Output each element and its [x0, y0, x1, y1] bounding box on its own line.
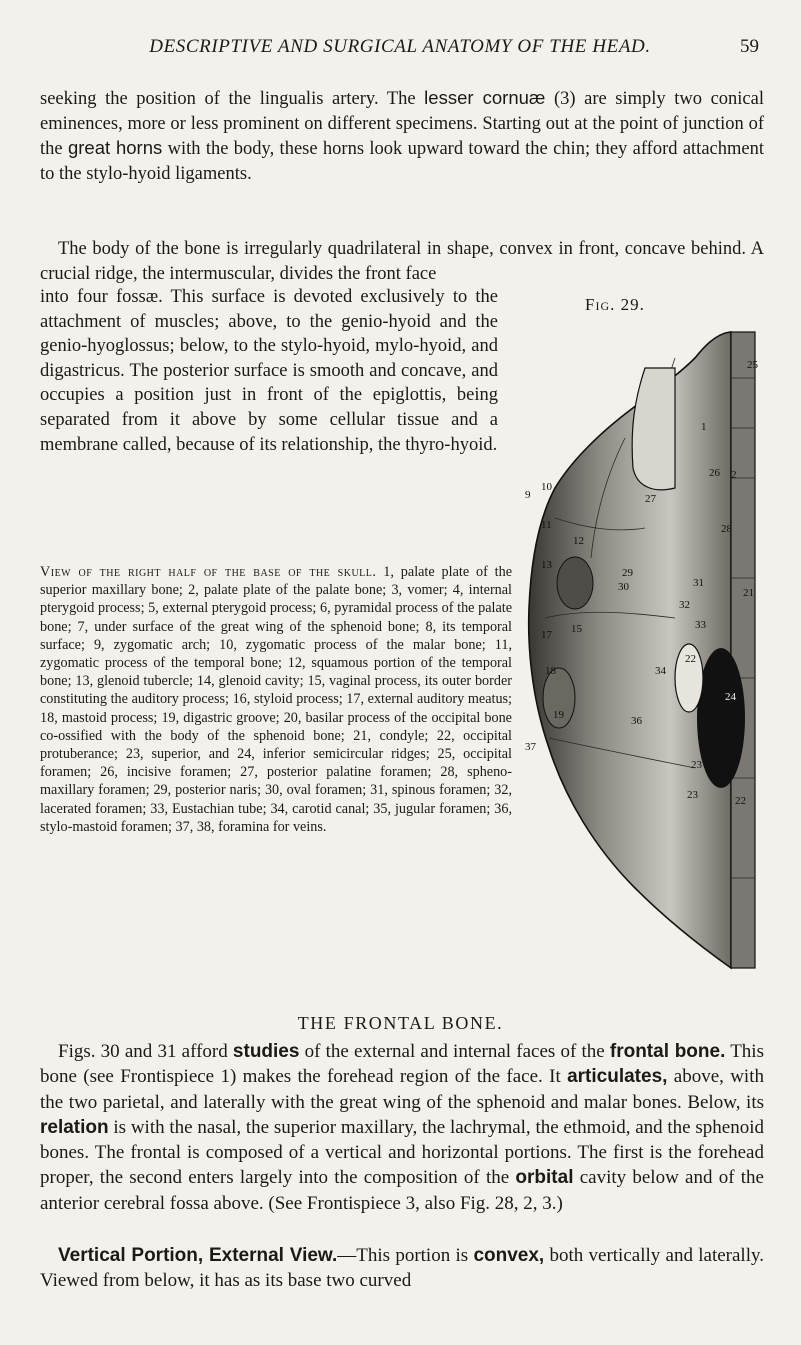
fig-number-13: 13	[541, 559, 552, 571]
term-orbital: orbital	[515, 1167, 574, 1189]
text-run: cavity below and of the anterior cerebral fossa above. (See Frontispiece 3, also Fig. 28, 2, 3.)	[40, 1167, 764, 1214]
figure-caption	[40, 563, 512, 836]
fig-number-19: 19	[553, 709, 564, 721]
fig-number-17: 17	[541, 629, 552, 641]
text-run: (3) are simply two conical eminences, more or less prominent on different specimens. Starting out at the point of junction of the	[40, 89, 764, 160]
fig-number-2: 2	[731, 469, 737, 481]
caption-lead: View of the right half of the base of the skull.	[40, 564, 377, 580]
fig-number-28: 27	[645, 493, 656, 505]
term-studies: studies	[232, 1041, 300, 1062]
text-run: This bone (see Frontispiece 1) makes the forehead region of the face. It	[40, 1041, 764, 1088]
figure-label: Fig. 29.	[585, 295, 645, 314]
fig-number-23: 23	[687, 789, 698, 801]
section-heading: THE FRONTAL BONE.	[297, 1013, 504, 1033]
fig-number-20: 21	[743, 587, 754, 599]
term-frontal-bone: frontal bone.	[609, 1041, 726, 1062]
term-great-horns: great horns	[67, 137, 163, 159]
fig-number-26: 25	[747, 359, 758, 371]
skull-base-illustration	[525, 318, 761, 974]
fig-number-27: 26	[709, 467, 720, 479]
text-run: —This portion is	[337, 1245, 474, 1266]
fig-number-32: 31	[693, 577, 704, 589]
fig-number-22: 22	[735, 795, 746, 807]
fig-number-36: 34	[655, 665, 666, 677]
fig-number-18: 18	[545, 665, 556, 677]
fig-number-1: 1	[701, 421, 707, 433]
fig-number-30: 29	[622, 567, 633, 579]
hatched-midline-border	[731, 332, 755, 968]
paragraph-lesser-cornua	[40, 86, 764, 186]
fig-number-11: 11	[541, 519, 552, 531]
paragraph-frontal-bone	[40, 1039, 764, 1216]
glenoid-cavity	[557, 557, 593, 609]
term-convex: convex,	[473, 1245, 545, 1266]
palate-outline	[632, 368, 675, 490]
fig-number-31: 30	[618, 581, 629, 593]
fig-number-10: 10	[541, 481, 552, 493]
fig-number-29: 28	[721, 523, 732, 535]
paragraph-fossae: into four fossæ. This surface is devoted exclusively to the attachment of muscles; above, to the genio-hyoid and the genio-hyoglossus; below, to the stylo-hyoid, mylo-hyoid, and digastricus. The posterior surface is smooth and concave, and occupies a position just in front of the epiglottis, being separated from it above by some cellular tissue and a membrane called, because of its relationship, the thyro-hyoid.	[40, 287, 498, 455]
text-run: is with the nasal, the superior maxillary, the lachrymal, the ethmoid, and the sphenoid bones. The frontal is composed of a vertical and horizontal portions. The first is the forehead proper, the second enters largely into the composition of the	[40, 1116, 764, 1189]
text-run: seeking the position of the lingualis artery. The	[40, 89, 425, 109]
page-number: 59	[740, 36, 759, 57]
text-run: of the external and internal faces of the	[299, 1041, 610, 1062]
fig-number-24: 23	[691, 759, 702, 771]
caption-text: 1, palate plate of the superior maxillary bone; 2, palate plate of the palate bone; 3, vomer; 4, internal pterygoid process; 5, external pterygoid process; 6, pyramidal process of the palate bone; 7, under surface of the great wing of the sphenoid bone; 8, its temporal surface; 9, zygomatic arch; 10, zygomatic process of the malar bone; 11, zygomatic process of the temporal bone; 12, squamous portion of the temporal bone; 13, glenoid tubercle; 14, glenoid cavity; 15, vaginal process, its outer border constituting the auditory process; 16, styloid process; 17, external auditory meatus; 18, mastoid process; 19, digastric groove; 20, basilar process of the occipital bone co-ossified with the body of the sphenoid bone; 21, condyle; 22, occipital protuberance; 23, superior, and 24, inferior semicircular ridges; 25, occipital foramen; 26, incisive foramen; 27, posterior palatine foramen; 28, spheno-maxillary foramen; 29, posterior naris; 30, oval foramen; 31, spinous foramen; 32, lacerated foramen; 33, Eustachian tube; 34, carotid canal; 35, jugular foramen; 36, stylo-mastoid foramen; 37, 38, foramina for veins.	[40, 564, 512, 835]
text-run: Figs. 30 and 31 afford	[58, 1041, 233, 1062]
paragraph-vertical-portion	[40, 1243, 764, 1294]
fig-number-25: 24	[725, 691, 736, 703]
running-title: DESCRIPTIVE AND SURGICAL ANATOMY OF THE HEAD.	[149, 36, 651, 57]
fig-number-37: 36	[631, 715, 642, 727]
fig-number-9: 9	[525, 489, 531, 501]
term-lesser-cornuae: lesser cornuæ	[424, 87, 546, 108]
term-relation: relation	[40, 1116, 109, 1138]
text-run: above, with the two parietal, and laterally with the great wing of the sphenoid and malar bones. Below, its	[40, 1066, 764, 1113]
term-vertical-portion: Vertical Portion, External View.	[58, 1245, 338, 1266]
occipital-foramen	[697, 648, 745, 788]
fig-number-33: 32	[679, 599, 690, 611]
fig-number-34: 33	[695, 619, 706, 631]
fig-number-12: 12	[573, 535, 584, 547]
fig-number-21: 22	[685, 653, 696, 665]
text-run: both vertically and laterally. Viewed from below, it has as its base two curved	[40, 1245, 764, 1292]
text-run: with the body, these horns look upward toward the chin; they afford attachment to the stylo-hyoid ligaments.	[40, 139, 764, 184]
fig-number-38: 37	[525, 741, 536, 753]
fig-number-15: 15	[571, 623, 582, 635]
paragraph-body-of-bone: The body of the bone is irregularly quadrilateral in shape, convex in front, concave behind. A crucial ridge, the intermuscular, divides the front face	[40, 239, 764, 284]
term-articulates: articulates,	[567, 1066, 668, 1088]
